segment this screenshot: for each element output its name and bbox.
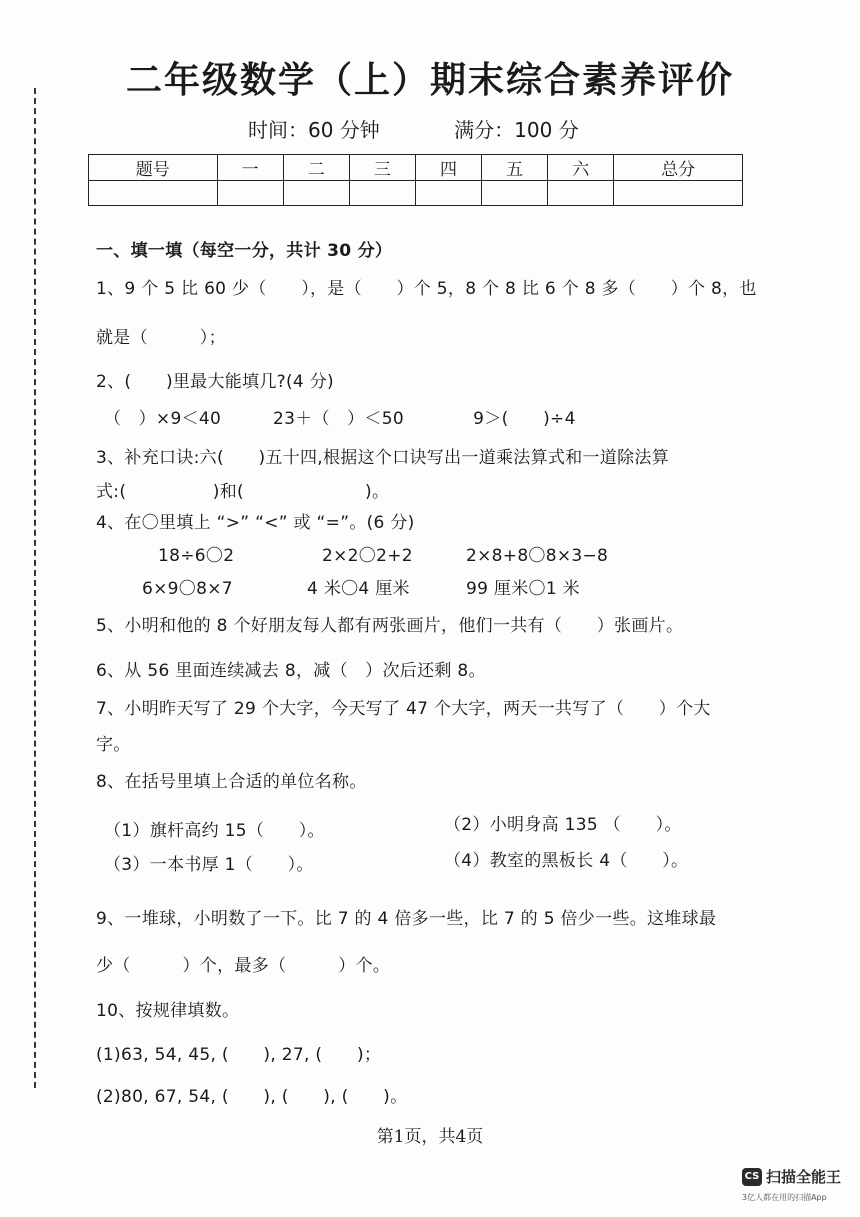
score-header-cell: 题号 [89, 155, 218, 181]
compare-item: 2×8+8〇8×3−8 [466, 546, 609, 566]
score-header-cell: 二 [283, 155, 349, 181]
score-cell [89, 181, 218, 206]
score-cell [283, 181, 349, 206]
camscanner-logo-icon: CS [742, 1168, 762, 1186]
compare-item: 99 厘米〇1 米 [466, 579, 580, 599]
question-3: 3、补充口诀:六( )五十四,根据这个口诀写出一道乘法算式和一道除法算 [96, 448, 670, 468]
binding-dashed-line [34, 88, 36, 1088]
score-cell [548, 181, 614, 206]
question-1: 1、9 个 5 比 60 少（ ），是（ ）个 5，8 个 8 比 6 个 8 多（ ）个 8，也 [96, 279, 757, 299]
score-cell [349, 181, 415, 206]
exam-info [248, 114, 647, 143]
score-table-header-row [89, 155, 743, 181]
question-10: 10、按规律填数。 [96, 1001, 240, 1021]
exam-title: 二年级数学（上）期末综合素养评价 [125, 60, 734, 101]
question-9: 9、一堆球，小明数了一下。比 7 的 4 倍多一些，比 7 的 5 倍少一些。这堆球最 [96, 909, 717, 929]
question-7: 7、小明昨天写了 29 个大字，今天写了 47 个大字，两天一共写了（ ）个大 [96, 699, 711, 719]
scanner-tagline: 3亿人都在用的扫描App [742, 1193, 827, 1202]
compare-item: 6×9〇8×7 [142, 579, 233, 599]
score-table-blank-row [89, 181, 743, 206]
question-3-cont: 式:( )和( )。 [96, 482, 390, 502]
score-header-cell: 总分 [614, 155, 743, 181]
time-limit: 时间：60 分钟 [248, 118, 380, 142]
compare-item: 2×2〇2+2 [322, 546, 413, 566]
question-6: 6、从 56 里面连续减去 8，减（ ）次后还剩 8。 [96, 661, 486, 681]
question-9-cont: 少（ ）个，最多（ ）个。 [96, 956, 391, 976]
question-5: 5、小明和他的 8 个好朋友每人都有两张画片，他们一共有（ ）张画片。 [96, 616, 684, 636]
full-score: 满分：100 分 [454, 118, 579, 142]
question-4: 4、在〇里填上 “>” “<” 或 “=”。(6 分) [96, 513, 415, 533]
question-8-item: （2）小明身高 135 （ ）。 [444, 815, 682, 835]
score-header-cell: 五 [482, 155, 548, 181]
score-cell [614, 181, 743, 206]
question-10-item: (2)80, 67, 54, ( ), ( ), ( )。 [96, 1087, 408, 1107]
compare-item: 4 米〇4 厘米 [307, 579, 410, 599]
question-2: 2、( )里最大能填几?(4 分) [96, 372, 334, 392]
question-8-item: （1）旗杆高约 15（ ）。 [104, 821, 325, 841]
question-7-cont: 字。 [96, 735, 131, 755]
question-10-item: (1)63, 54, 45, ( ), 27, ( )； [96, 1045, 382, 1065]
question-8-item: （3）一本书厚 1（ ）。 [104, 855, 314, 875]
compare-item: 18÷6〇2 [158, 546, 235, 566]
score-header-cell: 六 [548, 155, 614, 181]
score-header-cell: 一 [217, 155, 283, 181]
question-8: 8、在括号里填上合适的单位名称。 [96, 772, 367, 792]
score-cell [217, 181, 283, 206]
score-header-cell: 三 [349, 155, 415, 181]
question-2-items: （ ）×9＜40 23＋（ ）＜50 9＞( )÷4 [104, 409, 576, 429]
score-header-cell: 四 [415, 155, 481, 181]
section-heading: 一、填一填（每空一分，共计 30 分） [96, 241, 393, 261]
score-cell [415, 181, 481, 206]
question-1-cont: 就是（ ）； [96, 328, 226, 348]
score-cell [482, 181, 548, 206]
page-number: 第1页，共4页 [376, 1127, 484, 1147]
scanner-app-name: 扫描全能王 [766, 1168, 842, 1186]
score-table [88, 154, 743, 206]
question-8-item: （4）教室的黑板长 4（ ）。 [444, 851, 689, 871]
